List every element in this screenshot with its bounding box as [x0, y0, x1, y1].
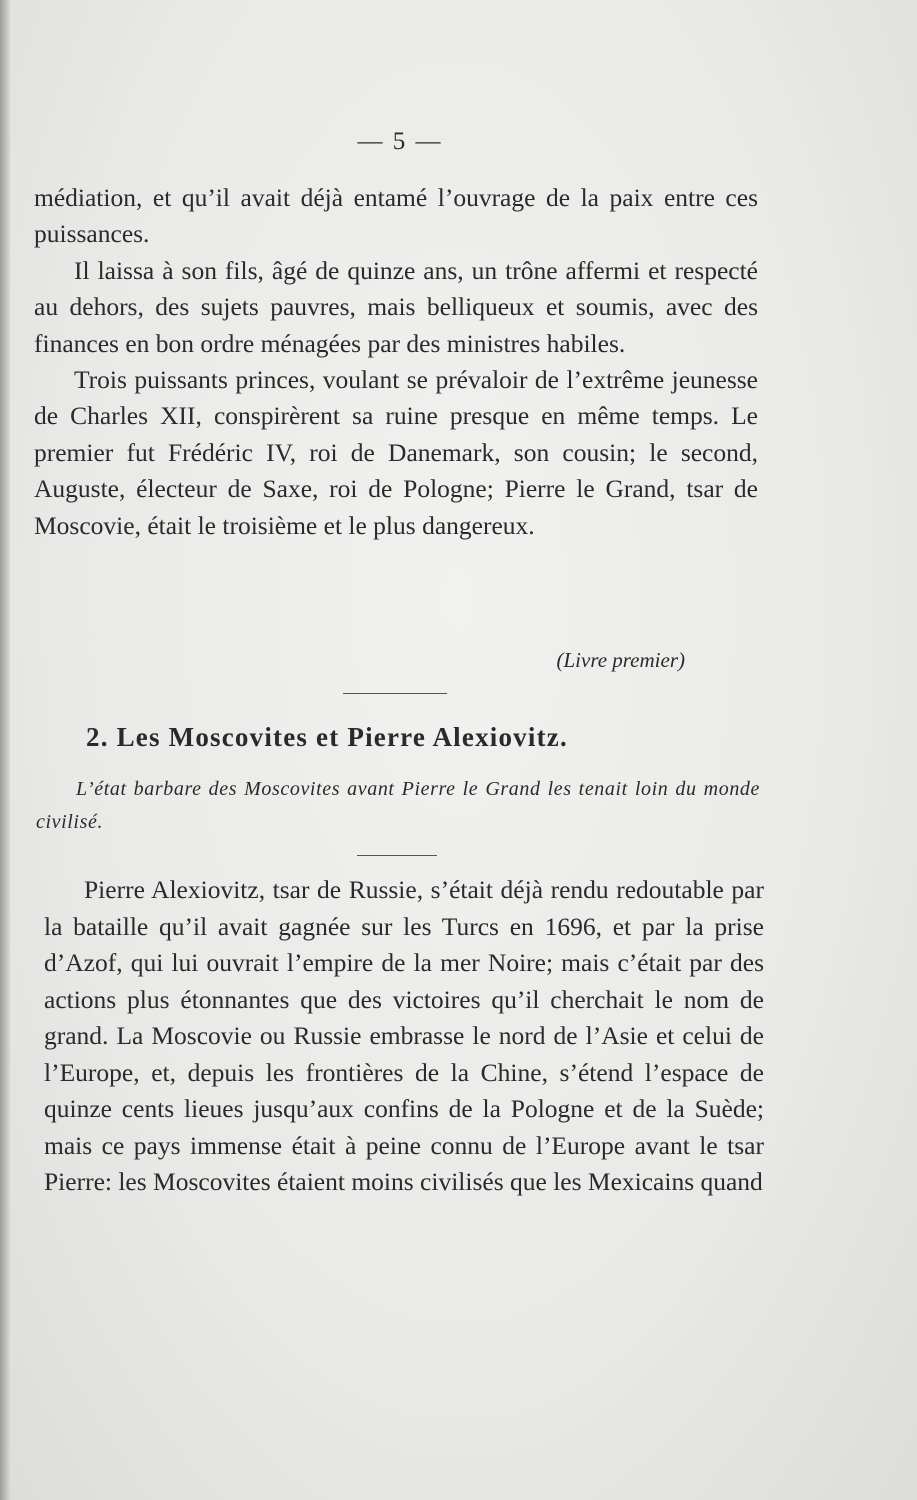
paragraph: Pierre Alexiovitz, tsar de Russie, s’était déjà rendu redoutable par la bataille qu’il avait gagnée sur les Turcs en 1696, et par la prise d’Azof, qui lui ouvrait l’empire de la mer Noire; mais c’était par des actions plus étonnantes que des victoires qu’il cherchait le nom de grand. La Moscovie ou Russie embrasse le nord de l’Asie et celui de l’Europe, et, depuis les frontières de la Chine, s’étend l’espace de quinze cents lieues jusqu’aux confins de la Pologne et de la Suède; mais ce pays immense était à peine connu de l’Europe avant le tsar Pierre: les Moscovites étaient moins civilisés que les Mexicains quand	[44, 875, 764, 1196]
source-citation: (Livre premier)	[556, 648, 685, 672]
section-summary: L’état barbare des Moscovites avant Pierre le Grand les tenait loin du monde civilisé.	[36, 778, 760, 833]
paragraph: médiation, et qu’il avait déjà entamé l’ouvrage de la paix entre ces puissances.	[34, 183, 758, 249]
divider-rule	[357, 855, 437, 856]
opening-text	[34, 180, 758, 544]
divider-rule	[343, 693, 447, 694]
page-number: — 5 —	[357, 128, 443, 155]
section-heading: 2. Les Moscovites et Pierre Alexiovitz.	[86, 722, 568, 752]
section-body	[44, 872, 764, 1201]
paragraph: Il laissa à son fils, âgé de quinze ans, un trône affermi et respecté au dehors, des sujets pauvres, mais belliqueux et soumis, avec des finances en bon ordre ménagées par des ministres habiles.	[34, 255, 758, 358]
paragraph: Trois puissants princes, voulant se prévaloir de l’extrême jeunesse de Charles XII, conspirèrent sa ruine presque en même temps. Le premier fut Frédéric IV, roi de Danemark, son cousin; le second, Auguste, électeur de Saxe, roi de Pologne; Pierre le Grand, tsar de Moscovie, était le troisième et le plus dangereux.	[34, 365, 758, 540]
page-edge-shadow	[0, 0, 10, 1500]
